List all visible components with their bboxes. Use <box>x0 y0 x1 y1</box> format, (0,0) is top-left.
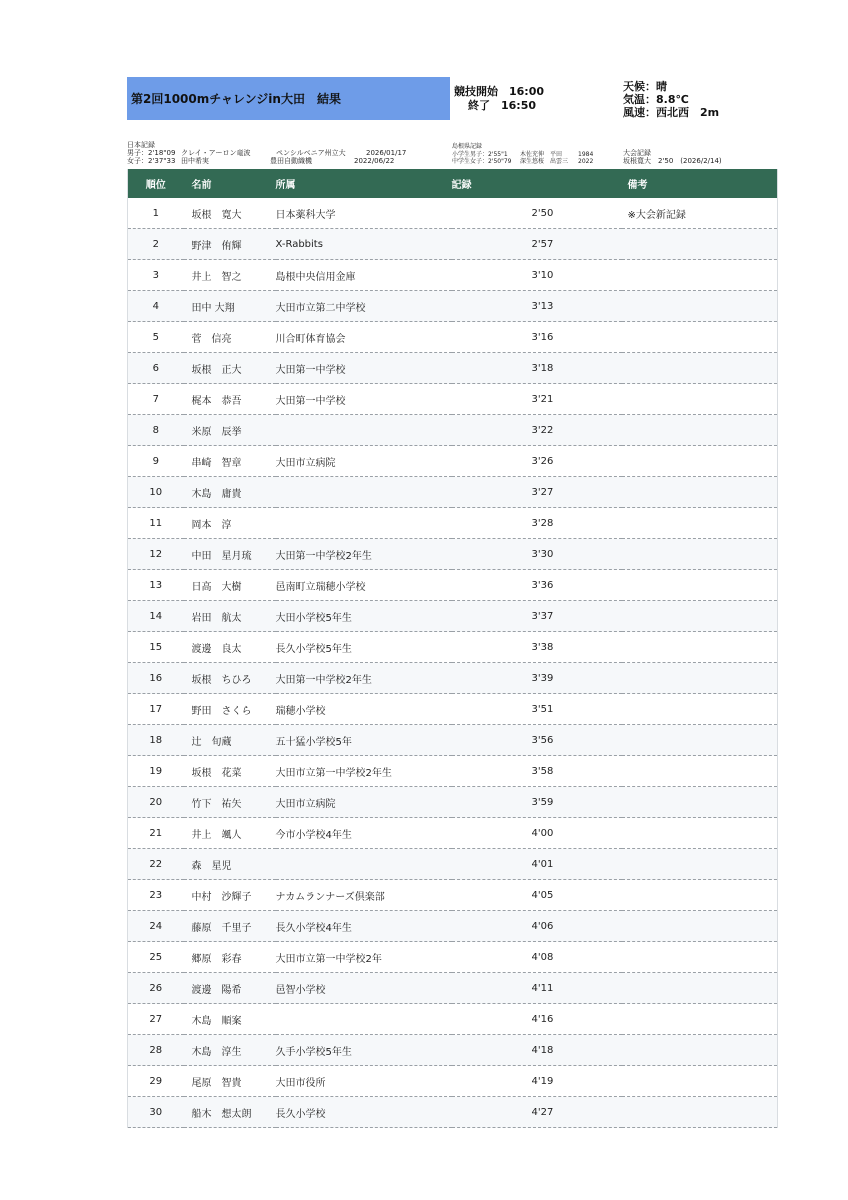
japan-record-men <box>127 149 406 157</box>
cell-name: 木島 淳生 <box>184 1035 276 1066</box>
table-row <box>128 694 778 725</box>
cell-rank: 1 <box>128 198 184 229</box>
cell-time: 3'28 <box>452 508 622 539</box>
weather-block <box>623 80 719 119</box>
cell-affil: 大田第一中学校 <box>276 384 452 415</box>
japan-record-men-date: 2026/01/17 <box>366 149 407 157</box>
cell-time: 3'36 <box>452 570 622 601</box>
header-name: 名前 <box>184 169 276 198</box>
prefecture-record-girls-time: 中学生女子：2'50"79 <box>452 158 512 165</box>
cell-affil: 瑞穂小学校 <box>276 694 452 725</box>
cell-note <box>622 694 778 725</box>
prefecture-record-girls-name: 深生悠桜 <box>520 158 545 165</box>
table-row <box>128 353 778 384</box>
cell-name: 森 星児 <box>184 849 276 880</box>
table-row <box>128 322 778 353</box>
cell-note <box>622 229 778 260</box>
header-time: 記録 <box>452 169 622 198</box>
cell-name: 坂根 正大 <box>184 353 276 384</box>
cell-note <box>622 849 778 880</box>
cell-time: 3'13 <box>452 291 622 322</box>
cell-name: 米原 辰挙 <box>184 415 276 446</box>
table-row <box>128 198 778 229</box>
cell-note <box>622 1035 778 1066</box>
cell-affil: 長久小学校4年生 <box>276 911 452 942</box>
cell-rank: 29 <box>128 1066 184 1097</box>
table-row <box>128 787 778 818</box>
cell-affil: 大田第一中学校 <box>276 353 452 384</box>
cell-rank: 2 <box>128 229 184 260</box>
cell-affil: 今市小学校4年生 <box>276 818 452 849</box>
cell-affil: X-Rabbits <box>276 229 452 260</box>
table-row <box>128 725 778 756</box>
cell-rank: 23 <box>128 880 184 911</box>
cell-time: 2'57 <box>452 229 622 260</box>
cell-rank: 6 <box>128 353 184 384</box>
cell-rank: 10 <box>128 477 184 508</box>
table-row <box>128 539 778 570</box>
cell-note <box>622 601 778 632</box>
cell-note <box>622 446 778 477</box>
cell-time: 3'39 <box>452 663 622 694</box>
cell-note <box>622 508 778 539</box>
start-time: 競技開始 16:00 <box>454 85 545 98</box>
japan-record-men-affil: ペンシルベニア州立大 <box>276 149 346 157</box>
cell-name: 田中 大翔 <box>184 291 276 322</box>
cell-time: 3'10 <box>452 260 622 291</box>
cell-note <box>622 539 778 570</box>
cell-name: 木島 順案 <box>184 1004 276 1035</box>
cell-name: 木島 庸貴 <box>184 477 276 508</box>
cell-name: 日高 大樹 <box>184 570 276 601</box>
cell-affil <box>276 508 452 539</box>
prefecture-record-boys-name: 木佐充伸 <box>520 150 545 158</box>
japan-record-women-date: 2022/06/22 <box>354 157 395 165</box>
prefecture-record-boys-time: 小学生男子：2'55"1 <box>452 150 508 158</box>
cell-name: 辻 旬蔵 <box>184 725 276 756</box>
japan-record-women-affil: 豊田自動織機 <box>270 157 312 165</box>
table-row <box>128 818 778 849</box>
japan-record-women <box>127 157 406 165</box>
cell-note <box>622 1066 778 1097</box>
japan-record-women-name: 田中希実 <box>181 157 209 165</box>
cell-name: 船木 想太朗 <box>184 1097 276 1128</box>
cell-note <box>622 291 778 322</box>
title-banner <box>127 77 450 120</box>
table-row <box>128 446 778 477</box>
cell-rank: 15 <box>128 632 184 663</box>
table-row <box>128 880 778 911</box>
meet-record-heading: 大会記録 <box>623 149 651 157</box>
cell-affil: 大田第一中学校2年生 <box>276 663 452 694</box>
japan-record-block <box>127 141 406 165</box>
cell-time: 4'18 <box>452 1035 622 1066</box>
prefecture-record-girls-year: 2022 <box>578 158 594 165</box>
header-affil: 所属 <box>276 169 452 198</box>
cell-affil: 大田小学校5年生 <box>276 601 452 632</box>
japan-record-heading: 日本記録 <box>127 141 155 149</box>
cell-note <box>622 756 778 787</box>
cell-affil: 大田市立第二中学校 <box>276 291 452 322</box>
table-row <box>128 229 778 260</box>
cell-rank: 16 <box>128 663 184 694</box>
cell-name: 岡本 淳 <box>184 508 276 539</box>
cell-time: 4'00 <box>452 818 622 849</box>
table-row <box>128 477 778 508</box>
cell-affil: 大田市立病院 <box>276 787 452 818</box>
cell-note <box>622 415 778 446</box>
cell-name: 中村 沙輝子 <box>184 880 276 911</box>
cell-note <box>622 725 778 756</box>
meet-record-entry: 坂根寛大 2'50 (2026/2/14) <box>623 156 722 165</box>
cell-name: 渡邊 良太 <box>184 632 276 663</box>
cell-time: 3'59 <box>452 787 622 818</box>
cell-affil: 大田市役所 <box>276 1066 452 1097</box>
prefecture-record-girls <box>452 158 593 166</box>
cell-rank: 12 <box>128 539 184 570</box>
cell-affil <box>276 415 452 446</box>
cell-name: 野津 侑輝 <box>184 229 276 260</box>
cell-rank: 5 <box>128 322 184 353</box>
table-row <box>128 756 778 787</box>
cell-rank: 14 <box>128 601 184 632</box>
prefecture-record-boys-year: 1984 <box>578 150 594 158</box>
cell-name: 野田 さくら <box>184 694 276 725</box>
cell-name: 菅 信亮 <box>184 322 276 353</box>
cell-affil: 島根中央信用金庫 <box>276 260 452 291</box>
table-row <box>128 1097 778 1128</box>
cell-time: 4'19 <box>452 1066 622 1097</box>
meet-record-block <box>623 150 722 165</box>
table-header-row <box>128 169 778 198</box>
prefecture-record-block <box>452 143 593 166</box>
cell-affil: 長久小学校 <box>276 1097 452 1128</box>
cell-affil: 邑智小学校 <box>276 973 452 1004</box>
cell-time: 4'01 <box>452 849 622 880</box>
cell-rank: 9 <box>128 446 184 477</box>
cell-time: 3'30 <box>452 539 622 570</box>
cell-affil: 大田市立第一中学校2年 <box>276 942 452 973</box>
table-row <box>128 570 778 601</box>
table-row <box>128 260 778 291</box>
cell-time: 3'56 <box>452 725 622 756</box>
cell-name: 郷原 彩春 <box>184 942 276 973</box>
cell-name: 坂根 寛大 <box>184 198 276 229</box>
cell-note <box>622 384 778 415</box>
cell-note <box>622 322 778 353</box>
cell-time: 4'06 <box>452 911 622 942</box>
cell-rank: 20 <box>128 787 184 818</box>
table-row <box>128 663 778 694</box>
cell-affil <box>276 477 452 508</box>
table-row <box>128 942 778 973</box>
cell-note <box>622 1097 778 1128</box>
cell-name: 串崎 智章 <box>184 446 276 477</box>
table-row <box>128 849 778 880</box>
cell-affil: 大田市立第一中学校2年生 <box>276 756 452 787</box>
cell-rank: 17 <box>128 694 184 725</box>
cell-name: 坂根 花菜 <box>184 756 276 787</box>
cell-note <box>622 1004 778 1035</box>
weather-sky: 天候：晴 <box>623 80 667 93</box>
cell-note <box>622 477 778 508</box>
cell-note <box>622 260 778 291</box>
cell-rank: 26 <box>128 973 184 1004</box>
cell-rank: 8 <box>128 415 184 446</box>
cell-affil: 大田市立病院 <box>276 446 452 477</box>
cell-name: 渡邊 陽希 <box>184 973 276 1004</box>
cell-affil: 大田第一中学校2年生 <box>276 539 452 570</box>
cell-rank: 18 <box>128 725 184 756</box>
table-row <box>128 601 778 632</box>
cell-name: 藤原 千里子 <box>184 911 276 942</box>
page-title: 第2回1000mチャレンジin大田 結果 <box>131 92 341 106</box>
cell-time: 2'50 <box>452 198 622 229</box>
prefecture-record-boys <box>452 151 593 159</box>
cell-affil: 日本薬科大学 <box>276 198 452 229</box>
results-table <box>127 169 778 1128</box>
cell-affil: 五十猛小学校5年 <box>276 725 452 756</box>
cell-note <box>622 787 778 818</box>
table-row <box>128 632 778 663</box>
cell-time: 3'37 <box>452 601 622 632</box>
table-row <box>128 911 778 942</box>
cell-time: 3'58 <box>452 756 622 787</box>
cell-name: 井上 颯人 <box>184 818 276 849</box>
cell-rank: 3 <box>128 260 184 291</box>
cell-note <box>622 942 778 973</box>
cell-affil: ナカムランナーズ倶楽部 <box>276 880 452 911</box>
cell-rank: 24 <box>128 911 184 942</box>
prefecture-record-girls-place: 出雲三 <box>550 158 569 165</box>
cell-note <box>622 570 778 601</box>
end-time: 終了 16:50 <box>468 99 537 112</box>
cell-note <box>622 880 778 911</box>
weather-temp: 気温：8.8℃ <box>623 93 689 106</box>
table-row <box>128 415 778 446</box>
cell-note <box>622 973 778 1004</box>
cell-affil <box>276 1004 452 1035</box>
cell-time: 4'08 <box>452 942 622 973</box>
cell-note <box>622 911 778 942</box>
cell-time: 3'38 <box>452 632 622 663</box>
cell-time: 3'51 <box>452 694 622 725</box>
cell-time: 3'21 <box>452 384 622 415</box>
cell-rank: 11 <box>128 508 184 539</box>
cell-rank: 7 <box>128 384 184 415</box>
cell-affil: 川合町体育協会 <box>276 322 452 353</box>
table-row <box>128 1066 778 1097</box>
cell-note: ※大会新記録 <box>622 198 778 229</box>
cell-time: 3'27 <box>452 477 622 508</box>
cell-affil <box>276 849 452 880</box>
cell-note <box>622 353 778 384</box>
cell-rank: 19 <box>128 756 184 787</box>
cell-rank: 21 <box>128 818 184 849</box>
cell-affil: 長久小学校5年生 <box>276 632 452 663</box>
cell-time: 3'16 <box>452 322 622 353</box>
table-row <box>128 973 778 1004</box>
cell-name: 竹下 祐矢 <box>184 787 276 818</box>
cell-rank: 28 <box>128 1035 184 1066</box>
cell-time: 4'16 <box>452 1004 622 1035</box>
cell-name: 尾原 智貴 <box>184 1066 276 1097</box>
header-note: 備考 <box>622 169 778 198</box>
japan-record-men-name: クレイ・アーロン竜波 <box>181 149 251 157</box>
cell-time: 4'27 <box>452 1097 622 1128</box>
cell-name: 梶本 恭吾 <box>184 384 276 415</box>
cell-affil: 邑南町立瑞穂小学校 <box>276 570 452 601</box>
cell-name: 坂根 ちひろ <box>184 663 276 694</box>
table-row <box>128 1004 778 1035</box>
table-row <box>128 1035 778 1066</box>
weather-wind: 風速：西北西 2m <box>623 106 720 119</box>
header-rank: 順位 <box>128 169 184 198</box>
cell-time: 3'26 <box>452 446 622 477</box>
table-row <box>128 508 778 539</box>
cell-rank: 25 <box>128 942 184 973</box>
cell-note <box>622 663 778 694</box>
cell-rank: 22 <box>128 849 184 880</box>
cell-note <box>622 818 778 849</box>
prefecture-record-boys-place: 平田 <box>550 150 563 158</box>
cell-rank: 4 <box>128 291 184 322</box>
cell-time: 4'11 <box>452 973 622 1004</box>
cell-affil: 久手小学校5年生 <box>276 1035 452 1066</box>
japan-record-men-time: 男子：2'18"09 <box>127 149 176 157</box>
table-row <box>128 291 778 322</box>
cell-time: 4'05 <box>452 880 622 911</box>
cell-rank: 13 <box>128 570 184 601</box>
cell-rank: 30 <box>128 1097 184 1128</box>
cell-rank: 27 <box>128 1004 184 1035</box>
cell-time: 3'18 <box>452 353 622 384</box>
japan-record-women-time: 女子：2'37"33 <box>127 157 176 165</box>
cell-name: 井上 智之 <box>184 260 276 291</box>
prefecture-record-heading: 島根県記録 <box>452 143 483 150</box>
cell-name: 岩田 航太 <box>184 601 276 632</box>
cell-time: 3'22 <box>452 415 622 446</box>
cell-name: 中田 星月琉 <box>184 539 276 570</box>
table-row <box>128 384 778 415</box>
event-time-block <box>454 85 544 113</box>
cell-note <box>622 632 778 663</box>
